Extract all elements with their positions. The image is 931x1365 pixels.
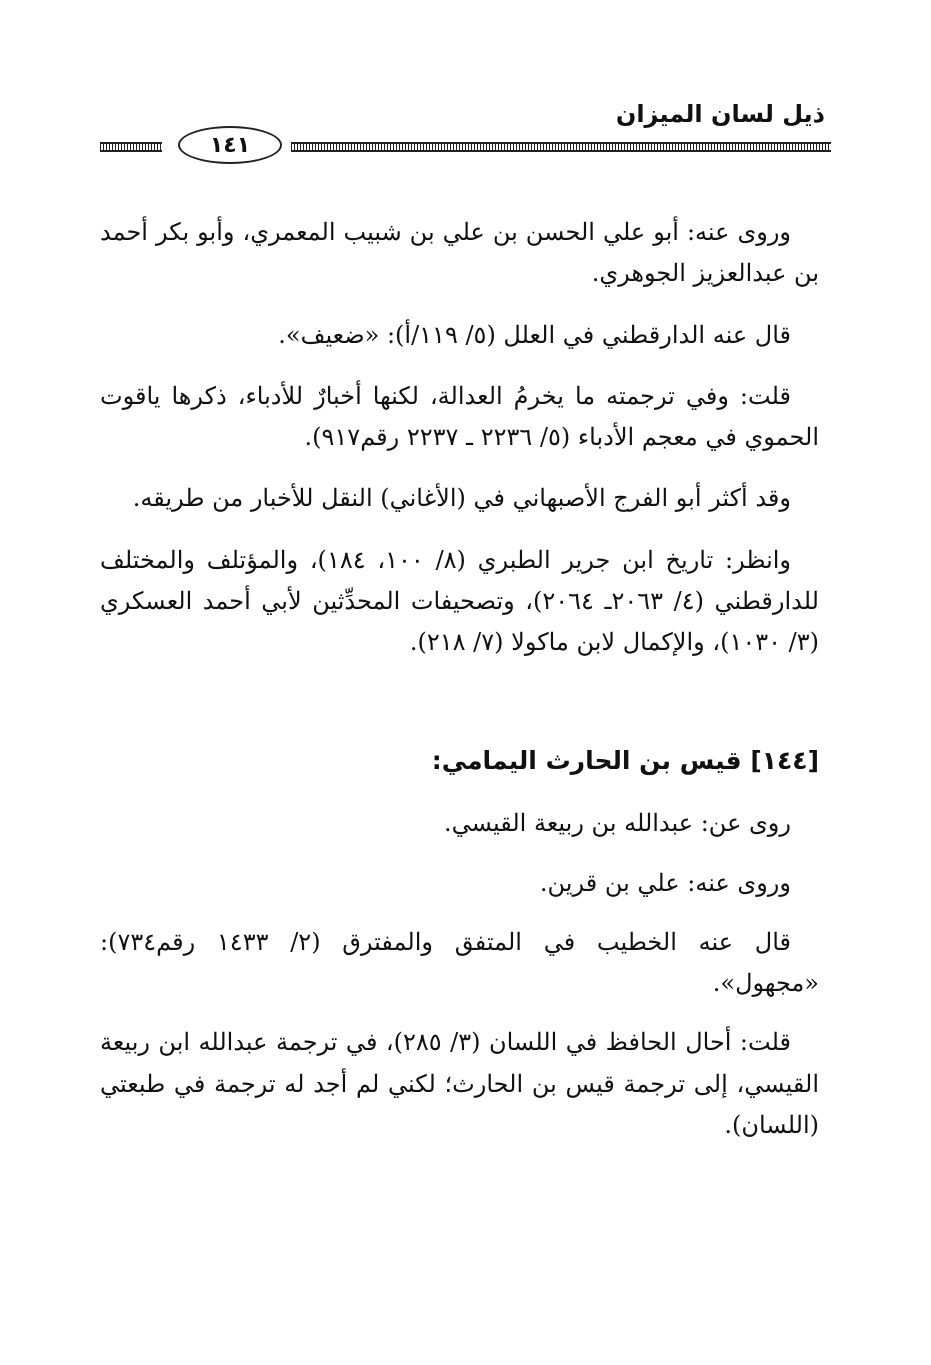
paragraph-author-note: قلت: وفي ترجمته ما يخرمُ العدالة، لكنها أخبارٌ للأدباء، ذكرها ياقوت الحموي في معجم الأدباء (٥/ ٢٢٣٦ ـ ٢٢٣٧ رقم٩١٧). bbox=[100, 381, 819, 452]
header-rule-left bbox=[100, 142, 162, 152]
page-header bbox=[100, 98, 831, 162]
paragraph-narrated-from: روى عن: عبدالله بن ربيعة القيسي. bbox=[443, 809, 791, 838]
paragraph-khatib-grading: قال عنه الخطيب في المتفق والمفترق (٢/ ١٤٣٣ رقم٧٣٤): «مجهول». bbox=[100, 927, 819, 998]
entry-heading: [١٤٤] قيس بن الحارث اليمامي: bbox=[431, 746, 819, 776]
paragraph-references: وانظر: تاريخ ابن جرير الطبري (٨/ ١٠٠، ١٨٤)، والمؤتلف والمختلف للدارقطني (٤/ ٢٠٦٣ـ ٢٠٦٤)، وتصحيفات المحدِّثين لأبي أحمد العسكري (٣/ ١٠٣٠)، والإكمال لابن ماكولا (٧/ ٢١٨). bbox=[100, 545, 819, 657]
paragraph-aghani-note: وقد أكثر أبو الفرج الأصبهاني في (الأغاني) النقل للأخبار من طريقه. bbox=[132, 484, 791, 513]
book-title: ذيل لسان الميزان bbox=[615, 100, 825, 128]
paragraph-narrated-by: وروى عنه: علي بن قرين. bbox=[539, 868, 791, 897]
paragraph-narrators: وروى عنه: أبو علي الحسن بن علي بن شبيب المعمري، وأبو بكر أحمد بن عبدالعزيز الجوهري. bbox=[100, 218, 819, 288]
paragraph-daraqutni-grading: قال عنه الدارقطني في العلل (٥/ ١١٩/أ): «ضعيف». bbox=[278, 320, 791, 349]
section-spacer bbox=[100, 683, 819, 741]
paragraph-final-note: قلت: أحال الحافظ في اللسان (٣/ ٢٨٥)، في ترجمة عبدالله ابن ربيعة القيسي، إلى ترجمة قيس بن الحارث؛ لكني لم أجد له ترجمة في طبعتي (اللسان). bbox=[100, 1028, 819, 1139]
header-rule-right bbox=[291, 142, 831, 152]
page-number: ١٤١ bbox=[178, 126, 282, 164]
page-body bbox=[100, 212, 819, 1166]
